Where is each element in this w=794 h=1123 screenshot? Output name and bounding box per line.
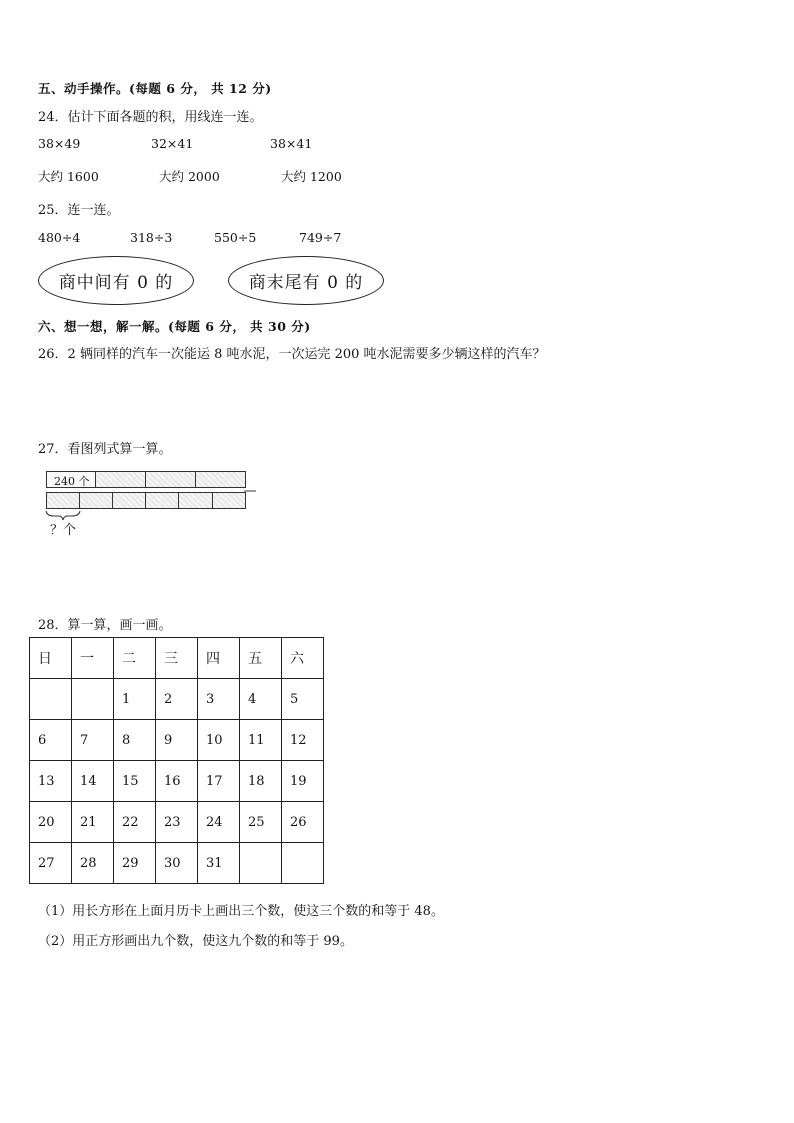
section-6-heading: 六、想一想，解一解。(每题 6 分， 共 30 分) xyxy=(38,319,311,334)
q28-subquestion-2: （2）用正方形画出九个数，使这九个数的和等于 99。 xyxy=(38,934,353,949)
calendar-day-cell: 14 xyxy=(72,761,114,802)
q24-expression-1: 38×49 xyxy=(38,136,81,151)
calendar-day-cell: 19 xyxy=(282,761,324,802)
calendar-day-cell: 1 xyxy=(114,679,156,720)
q25-expression-3: 550÷5 xyxy=(214,230,257,245)
calendar-day-cell: 3 xyxy=(198,679,240,720)
calendar-day-cell xyxy=(240,843,282,884)
top-bar-segment xyxy=(95,471,146,488)
q28-prompt: 28．算一算，画一画。 xyxy=(38,618,172,633)
brace-and-tick xyxy=(44,489,259,521)
calendar-day-cell: 11 xyxy=(240,720,282,761)
q24-prompt: 24．估计下面各题的积，用线连一连。 xyxy=(38,110,263,125)
weekday-header: 二 xyxy=(114,638,156,679)
calendar-day-cell xyxy=(30,679,72,720)
calendar-week-row xyxy=(30,802,324,843)
q25-expression-1: 480÷4 xyxy=(38,230,81,245)
calendar-day-cell: 28 xyxy=(72,843,114,884)
calendar-day-cell: 30 xyxy=(156,843,198,884)
weekday-header: 一 xyxy=(72,638,114,679)
calendar-week-row xyxy=(30,843,324,884)
section-5-heading: 五、动手操作。(每题 6 分， 共 12 分) xyxy=(38,81,272,96)
weekday-header: 三 xyxy=(156,638,198,679)
calendar-week-row xyxy=(30,761,324,802)
calendar-day-cell: 5 xyxy=(282,679,324,720)
oval-label: 商末尾有 0 的 xyxy=(248,273,364,293)
top-bar-segment xyxy=(195,471,246,488)
q25-prompt: 25．连一连。 xyxy=(38,203,120,218)
calendar-week-row xyxy=(30,720,324,761)
q27-prompt: 27．看图列式算一算。 xyxy=(38,442,172,457)
weekday-header: 五 xyxy=(240,638,282,679)
calendar-day-cell: 29 xyxy=(114,843,156,884)
calendar-day-cell: 20 xyxy=(30,802,72,843)
calendar-day-cell: 27 xyxy=(30,843,72,884)
weekday-header: 六 xyxy=(282,638,324,679)
q24-expression-2: 32×41 xyxy=(151,136,194,151)
q25-expression-2: 318÷3 xyxy=(130,230,173,245)
oval-label: 商中间有 0 的 xyxy=(58,273,174,293)
calendar-day-cell xyxy=(72,679,114,720)
calendar-day-cell: 16 xyxy=(156,761,198,802)
top-bar xyxy=(46,471,246,488)
calendar-day-cell: 2 xyxy=(156,679,198,720)
question-quantity-label: ？个 xyxy=(50,523,77,538)
q24-expression-3: 38×41 xyxy=(270,136,313,151)
q28-subquestion-1: （1）用长方形在上面月历卡上画出三个数，使这三个数的和等于 48。 xyxy=(38,904,444,919)
weekday-header: 四 xyxy=(198,638,240,679)
calendar-day-cell: 18 xyxy=(240,761,282,802)
top-bar-segment xyxy=(46,471,96,488)
calendar-day-cell: 6 xyxy=(30,720,72,761)
q24-estimate-3: 大约 1200 xyxy=(281,169,342,184)
calendar-day-cell: 24 xyxy=(198,802,240,843)
q25-expression-4: 749÷7 xyxy=(299,230,342,245)
calendar-day-cell: 8 xyxy=(114,720,156,761)
calendar-week-row xyxy=(30,679,324,720)
oval-quotient-end-zero xyxy=(228,256,384,305)
calendar-day-cell: 17 xyxy=(198,761,240,802)
calendar-day-cell: 26 xyxy=(282,802,324,843)
top-bar-segment xyxy=(145,471,196,488)
calendar-day-cell: 22 xyxy=(114,802,156,843)
calendar-day-cell: 12 xyxy=(282,720,324,761)
weekday-header: 日 xyxy=(30,638,72,679)
calendar-header-row xyxy=(30,638,324,679)
q26-prompt: 26．2 辆同样的汽车一次能运 8 吨水泥，一次运完 200 吨水泥需要多少辆这样的汽车？ xyxy=(38,347,546,362)
calendar-day-cell: 9 xyxy=(156,720,198,761)
calendar-day-cell: 13 xyxy=(30,761,72,802)
calendar-day-cell xyxy=(282,843,324,884)
q24-estimate-2: 大约 2000 xyxy=(159,169,220,184)
oval-quotient-middle-zero xyxy=(38,256,194,305)
calendar-table xyxy=(29,637,324,884)
calendar-day-cell: 21 xyxy=(72,802,114,843)
calendar-day-cell: 4 xyxy=(240,679,282,720)
calendar-day-cell: 31 xyxy=(198,843,240,884)
calendar-day-cell: 15 xyxy=(114,761,156,802)
q24-estimate-1: 大约 1600 xyxy=(38,169,99,184)
calendar-day-cell: 10 xyxy=(198,720,240,761)
calendar-day-cell: 7 xyxy=(72,720,114,761)
bar-quantity-label: 240 个 xyxy=(54,475,90,488)
calendar-day-cell: 25 xyxy=(240,802,282,843)
calendar-day-cell: 23 xyxy=(156,802,198,843)
